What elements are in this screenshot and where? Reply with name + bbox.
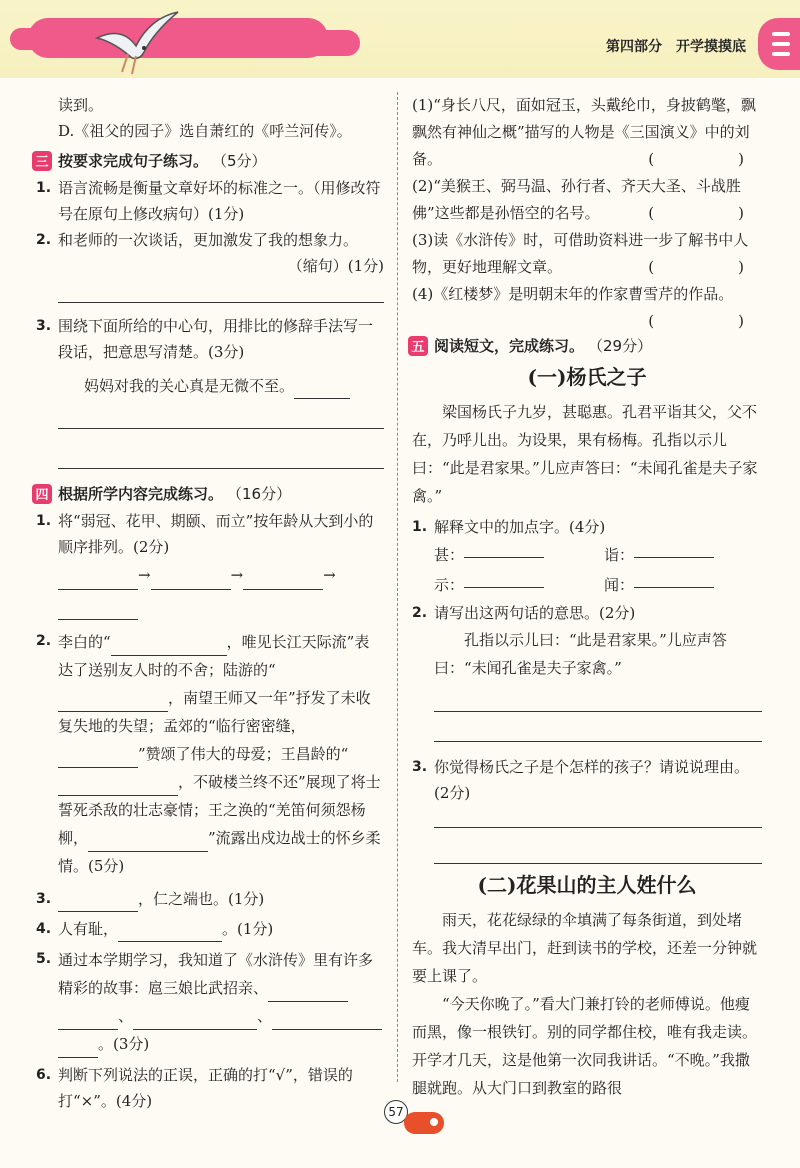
right-column xyxy=(412,92,762,1102)
section-title: 阅读短文，完成练习。 xyxy=(434,337,585,355)
gloss-label: 甚： xyxy=(434,546,465,564)
section-points: （16分） xyxy=(227,485,292,503)
answer-line[interactable] xyxy=(434,712,762,742)
answer-line[interactable] xyxy=(434,682,762,712)
question: 6. 判断下列说法的正误，正确的打“√”，错误的打“×”。(4分) xyxy=(36,1062,384,1114)
answer-blank[interactable] xyxy=(634,570,714,588)
answer-line[interactable] xyxy=(58,399,384,429)
answer-blank[interactable] xyxy=(58,694,168,712)
continued-text: 读到。 xyxy=(58,96,104,114)
left-column xyxy=(36,92,384,1114)
judgement-text: (2)“美猴王、弼马温、孙行者、齐天大圣、斗战胜佛”这些都是孙悟空的名号。 xyxy=(412,177,741,222)
answer-blank[interactable] xyxy=(58,750,138,768)
question-text: 语言流畅是衡量文章好坏的标准之一。（用修改符号在原句上修改病句）(1分) xyxy=(58,179,381,223)
story-title: (二)花果山的主人姓什么 xyxy=(477,873,697,897)
question-text: 判断下列说法的正误，正确的打“√”，错误的打“×”。(4分) xyxy=(58,1066,353,1110)
question-text: 你觉得杨氏之子是个怎样的孩子？请说说理由。(2分) xyxy=(434,758,750,802)
answer-blank[interactable] xyxy=(118,924,222,942)
judgement-item xyxy=(412,227,762,281)
answer-blank[interactable] xyxy=(268,984,348,1002)
story-paragraph: “今天你晚了。”看大门兼打铃的老师傅说。他瘦而黑，像一根铁钉。别的同学都住校，唯有我走读。开学才几天，这是他第一次同我讲话。“不晚。”我撒腿就跑。从大门口到教室的路很 xyxy=(412,995,758,1097)
answer-blank[interactable] xyxy=(464,540,544,558)
section-number: 三 xyxy=(32,151,52,171)
question-text: 李白的“ xyxy=(58,633,111,651)
gloss-row xyxy=(412,540,762,570)
answer-blank[interactable] xyxy=(58,778,178,796)
question-text: 将“弱冠、花甲、期颐、而立”按年龄从大到小的顺序排列。(2分) xyxy=(58,512,374,556)
section-title: 第四部分 开学摸摸底 xyxy=(606,39,746,55)
question-text: 通过本学期学习，我知道了《水浒传》里有许多精彩的故事：扈三娘比武招亲、 xyxy=(58,951,374,997)
section-5-heading xyxy=(408,335,762,356)
separator: 、 xyxy=(118,1007,134,1025)
answer-blank[interactable] xyxy=(88,834,208,852)
gloss-label: 闻： xyxy=(604,576,635,594)
gloss-label: 示： xyxy=(434,576,465,594)
section-3-heading xyxy=(32,150,384,171)
center-sentence: 妈妈对我的关心真是无微不至。 xyxy=(84,377,295,395)
question: 2. 请写出这两句话的意思。(2分) xyxy=(412,600,762,626)
question-note: （缩句）(1分) xyxy=(287,257,384,275)
section-points: （29分） xyxy=(588,337,653,355)
answer-blank[interactable] xyxy=(58,1040,98,1058)
part-tab xyxy=(758,18,800,70)
question-text: 。(1分) xyxy=(222,920,274,938)
judgement-text: (3)读《水浒传》时，可借助资料进一步了解书中人物，更好地理解文章。 xyxy=(412,231,749,276)
section-points: （5分） xyxy=(212,152,267,170)
question: 3. 你觉得杨氏之子是个怎样的孩子？请说说理由。(2分) xyxy=(412,754,762,806)
question: 1. 解释文中的加点字。(4分) xyxy=(412,514,762,540)
answer-blank[interactable] xyxy=(58,572,138,590)
submarine-icon xyxy=(404,1112,444,1134)
question-text: ，仁之端也。(1分) xyxy=(138,890,265,908)
question: 2. 李白的“ ，唯见长江天际流”表达了送别友人时的不舍；陆游的“，南望王师又一年”抒发了未收复失地的失望；孟郊的“临行密密缝，”赞颂了伟大的母爱；王昌龄的“，不破楼兰终不还”展现了将士誓死杀敌的壮志豪情；王之涣的“羌笛何须怨杨柳， ”流露出戍边战士的怀乡柔情。(5分) xyxy=(36,633,381,875)
answer-blank[interactable] xyxy=(133,1012,257,1030)
order-blanks xyxy=(36,560,384,620)
arrow-icon: → xyxy=(323,566,336,584)
question: 5. 通过本学期学习，我知道了《水浒传》里有许多精彩的故事：扈三娘比武招亲、 、 、 。(3分) xyxy=(36,946,384,1058)
section-title: 根据所学内容完成练习。 xyxy=(58,485,224,503)
story-paragraph: 雨天，花花绿绿的伞填满了每条街道，到处堵车。我大清早出门，赶到读书的学校，还差一分钟就要上课了。 xyxy=(412,911,758,985)
quoted-sentence: 孔指以示儿曰：“此是君家果。”儿应声答曰：“未闻孔雀是夫子家禽。” xyxy=(434,631,727,677)
question-text: 和老师的一次谈话，更加激发了我的想象力。 xyxy=(58,231,359,249)
section-4-heading xyxy=(32,483,384,504)
question-text: ”流露出戍边战士的怀乡柔情。(5分) xyxy=(58,829,381,875)
answer-line[interactable] xyxy=(58,429,384,469)
story-text: 梁国杨氏子九岁，甚聪惠。孔君平诣其父，父不在，乃呼儿出。为设果，果有杨梅。孔指以示儿曰：“此是君家果。”儿应声答曰：“未闻孔雀是夫子家禽。” xyxy=(412,403,758,505)
gloss-label: 诣： xyxy=(604,546,635,564)
page-number: 57 xyxy=(384,1100,408,1124)
answer-parens[interactable]: ( ) xyxy=(648,150,762,168)
answer-parens[interactable]: ( ) xyxy=(648,258,762,276)
question: 3. 围绕下面所给的中心句，用排比的修辞手法写一段话，把意思写清楚。(3分) xyxy=(36,313,384,365)
question: 1. 语言流畅是衡量文章好坏的标准之一。（用修改符号在原句上修改病句）(1分) xyxy=(36,175,384,227)
question-text: 请写出这两句话的意思。(2分) xyxy=(434,604,636,622)
question: 3. ，仁之端也。(1分) xyxy=(36,886,384,912)
answer-blank[interactable] xyxy=(151,572,231,590)
judgement-text: (4)《红楼梦》是明朝末年的作家曹雪芹的作品。 xyxy=(412,285,734,303)
section-title: 按要求完成句子练习。 xyxy=(58,152,209,170)
answer-blank[interactable] xyxy=(58,602,138,620)
header-decoration xyxy=(200,30,360,56)
judgement-item xyxy=(412,173,762,227)
answer-blank[interactable] xyxy=(58,1012,118,1030)
answer-blank[interactable] xyxy=(111,638,227,656)
answer-blank[interactable] xyxy=(272,1012,382,1030)
answer-blank[interactable] xyxy=(464,570,544,588)
question: 2. 和老师的一次谈话，更加激发了我的想象力。 xyxy=(36,227,384,253)
answer-line[interactable] xyxy=(434,806,762,828)
question-text: 围绕下面所给的中心句，用排比的修辞手法写一段话，把意思写清楚。(3分) xyxy=(58,317,374,361)
answer-blank[interactable] xyxy=(243,572,323,590)
answer-parens[interactable]: ( ) xyxy=(648,312,762,330)
question-text: ”赞颂了伟大的母爱；王昌龄的“ xyxy=(138,745,349,763)
option-d: D.《祖父的园子》选自萧红的《呼兰河传》。 xyxy=(58,122,352,140)
question-text: 解释文中的加点字。(4分) xyxy=(434,518,606,536)
judgement-item xyxy=(412,92,762,173)
page-header xyxy=(0,0,800,78)
question: 4. 人有耻， 。(1分) xyxy=(36,916,384,942)
question-text: ，不破楼兰终不还”展现了将士誓死杀敌的壮志豪情；王之涣的“羌笛何须怨杨柳， xyxy=(58,773,381,847)
seagull-icon xyxy=(92,8,182,78)
gloss-row xyxy=(412,570,762,600)
answer-blank[interactable] xyxy=(58,894,138,912)
section-number: 五 xyxy=(408,336,428,356)
question-text: 。(3分) xyxy=(98,1035,150,1053)
question: 1. 将“弱冠、花甲、期颐、而立”按年龄从大到小的顺序排列。(2分) xyxy=(36,508,384,560)
answer-blank[interactable] xyxy=(294,381,350,399)
answer-blank[interactable] xyxy=(634,540,714,558)
arrow-icon: → xyxy=(138,566,151,584)
judgement-text: (1)“身长八尺，面如冠玉，头戴纶巾，身披鹤氅，飘飘然有神仙之概”描写的人物是《三国演义》中的刘备。 xyxy=(412,96,756,168)
center-sentence-row xyxy=(36,373,384,399)
section-number: 四 xyxy=(32,484,52,504)
answer-line[interactable] xyxy=(434,828,762,864)
column-divider xyxy=(397,92,398,1082)
arrow-icon: → xyxy=(230,566,244,584)
story-title: (一)杨氏之子 xyxy=(527,365,647,389)
question-text: ，南望王师又一年”抒发了未收复失地的失望；孟郊的“临行密密缝， xyxy=(58,689,371,735)
question-text: 人有耻， xyxy=(58,920,119,938)
answer-parens[interactable]: ( ) xyxy=(648,204,762,222)
judgement-item xyxy=(412,281,762,330)
answer-line[interactable] xyxy=(58,279,384,303)
separator: 、 xyxy=(257,1007,273,1025)
question-text: ，唯见长江天际流”表达了送别友人时的不舍；陆游的“ xyxy=(58,633,370,679)
